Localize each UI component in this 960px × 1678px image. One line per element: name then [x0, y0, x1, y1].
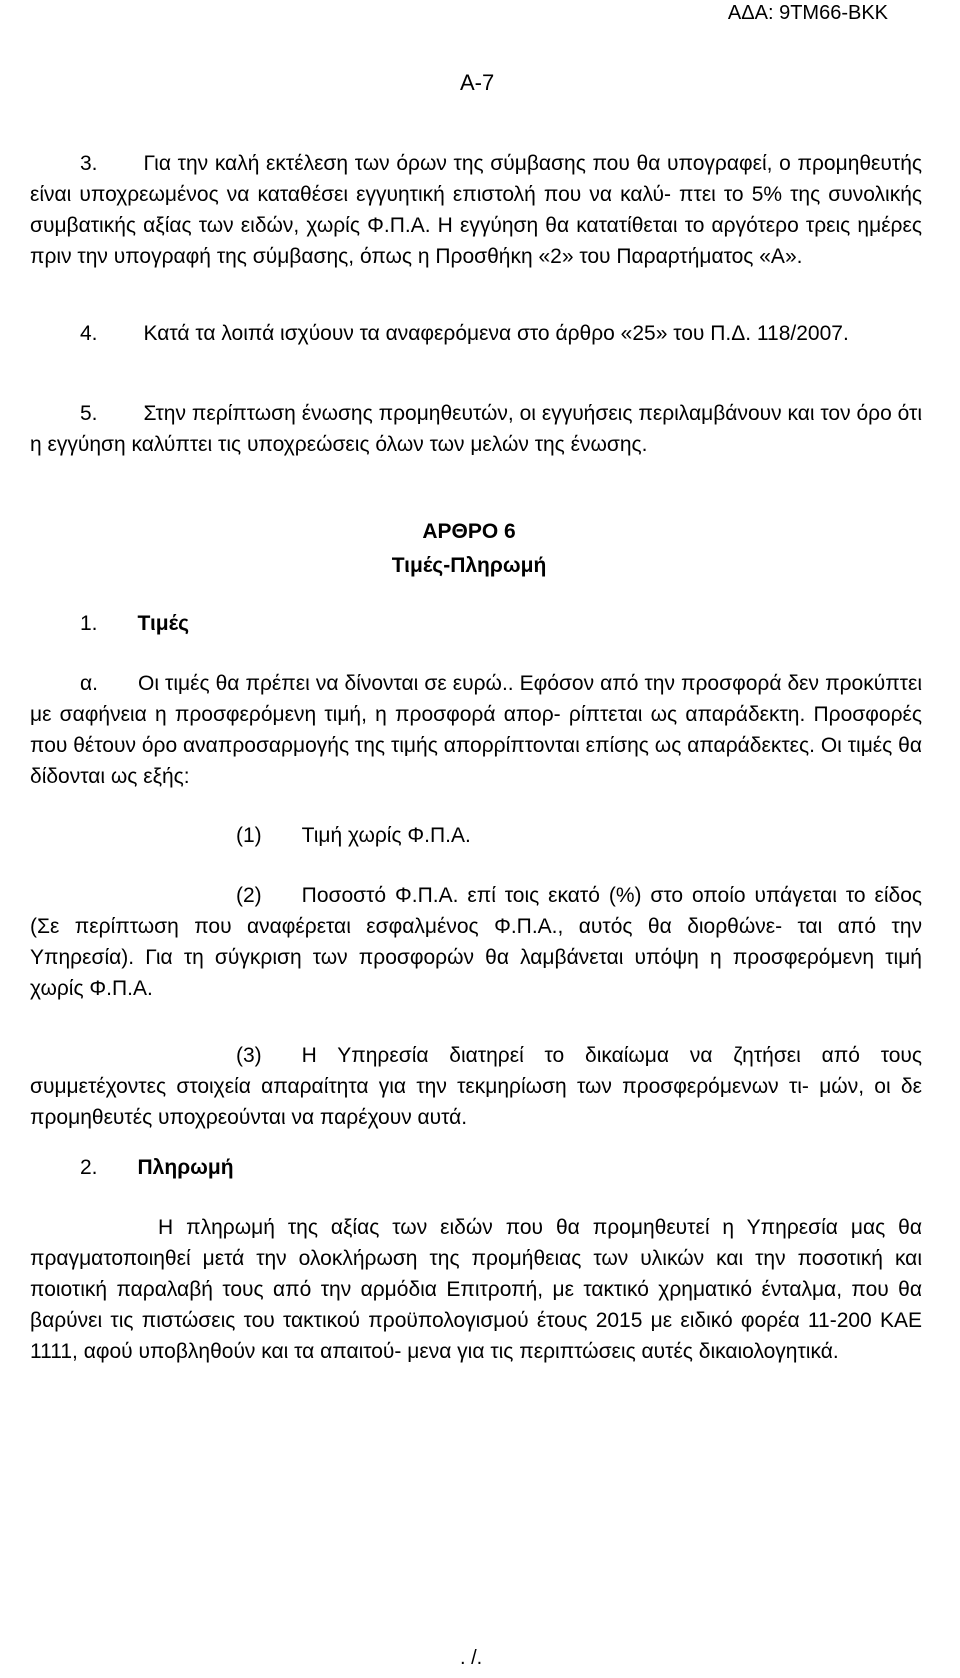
section-2-heading	[30, 1152, 922, 1183]
item-3-label: (3)	[236, 1044, 262, 1067]
item-2-text: Ποσοστό Φ.Π.Α. επί τοις εκατό (%) στο οποίο υπάγεται το είδος (Σε περίπτωση που αναφέρεται εσφαλμένος Φ.Π.Α., αυτός θα διορθώνε- ται από την Υπηρεσία). Για τη σύγκριση των προσφορών θα λαμβάνεται υπόψη η προσφερόμενη τιμή χωρίς Φ.Π.Α.	[30, 884, 922, 1000]
paragraph-4-text: Κατά τα λοιπά ισχύουν τα αναφερόμενα στο άρθρο «25» του Π.Δ. 118/2007.	[143, 322, 849, 345]
article-subtitle: Τιμές-Πληρωμή	[391, 554, 547, 577]
payment-text: Η πληρωμή της αξίας των ειδών που θα προμηθευτεί η Υπηρεσία μας θα πραγματοποιηθεί μετά την ολοκλήρωση της προμήθειας των υλικών και την ποσοτική και ποιοτική παραλαβή τους από την αρμόδια Επιτροπή, με τακτικό χρηματικό ένταλμα, που θα βαρύνει τις πιστώσεις του τακτικού προϋπολογισμού έτους 2015 με ειδικό φορέα 11-200 ΚΑΕ 1111, αφού υποβληθούν και τα απαιτού- μενα για τις περιπτώσεις αυτές δικαιολογητικά.	[30, 1216, 922, 1363]
paragraph-3-number: 3.	[80, 152, 98, 175]
paragraph-a-text: Οι τιμές θα πρέπει να δίνονται σε ευρώ.. Εφόσον από την προσφορά δεν προκύπτει με σαφήνεια η προσφερόμενη τιμή, η προσφορά απορ- ρίπτεται ως απαράδεκτη. Προσφορές που θέτουν όρο αναπροσαρμογής της τιμής απορρίπτονται επίσης ως απαράδεκτες. Οι τιμές θα δίδονται ως εξής:	[30, 672, 922, 788]
item-2	[30, 880, 922, 1004]
paragraph-3-text: Για την καλή εκτέλεση των όρων της σύμβασης που θα υπογραφεί, ο προμηθευτής είναι υποχρεωμένος να καταθέσει εγγυητική επιστολή που να καλύ- πτει το 5% της συνολικής συμβατικής αξίας των ειδών, χωρίς Φ.Π.Α. Η εγγύηση θα κατατίθεται το αργότερο τρεις ημέρες πριν την υπογραφή της σύμβασης, όπως η Προσθήκη «2» του Παραρτήματος «Α».	[30, 152, 922, 268]
paragraph-5-text: Στην περίπτωση ένωσης προμηθευτών, οι εγγυήσεις περιλαμβάνουν και τον όρο ότι η εγγύηση καλύπτει τις υποχρεώσεις όλων των μελών της ένωσης.	[30, 402, 922, 456]
paragraph-a	[30, 668, 922, 792]
section-1-number: 1.	[80, 612, 98, 635]
paragraph-4-number: 4.	[80, 322, 98, 345]
section-2-number: 2.	[80, 1156, 98, 1179]
item-1-label: (1)	[236, 824, 262, 847]
item-3-text: Η Υπηρεσία διατηρεί το δικαίωμα να ζητήσει από τους συμμετέχοντες στοιχεία απαραίτητα για την τεκμηρίωση των προσφερόμενων τι- μών, οι δε προμηθευτές υποχρεούνται να παρέχουν αυτά.	[30, 1044, 922, 1129]
paragraph-3	[30, 148, 922, 272]
paragraph-5-number: 5.	[80, 402, 98, 425]
item-1	[30, 820, 922, 851]
continuation-mark: . /.	[460, 1647, 483, 1669]
payment-paragraph	[30, 1212, 922, 1367]
paragraph-5	[30, 398, 922, 460]
paragraph-a-label: α.	[80, 672, 98, 695]
page-number: Α-7	[460, 70, 495, 95]
item-3	[30, 1040, 922, 1133]
ada-code: ΑΔΑ: 9ΤΜ66-ΒΚΚ	[727, 2, 888, 24]
item-1-text: Τιμή χωρίς Φ.Π.Α.	[301, 824, 471, 847]
section-1-title: Τιμές	[137, 612, 190, 635]
article-title: ΑΡΘΡΟ 6	[422, 520, 516, 543]
section-1-heading	[30, 608, 922, 639]
paragraph-4	[30, 318, 922, 349]
item-2-label: (2)	[236, 884, 262, 907]
section-2-title: Πληρωμή	[137, 1156, 234, 1179]
